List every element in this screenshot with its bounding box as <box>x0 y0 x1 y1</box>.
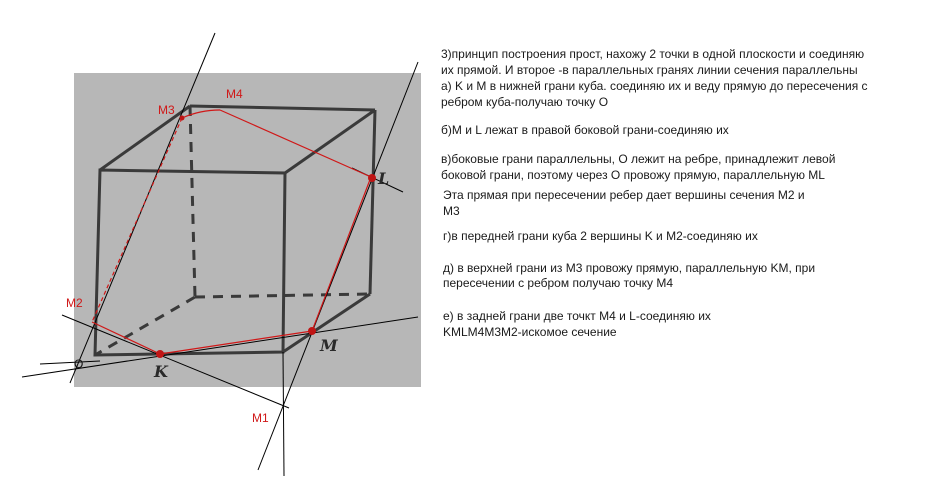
solution-line: ребром куба-получаю точку O <box>441 95 609 109</box>
solution-line: боковой грани, поэтому через O провожу прямую, параллельную ML <box>441 168 825 182</box>
label-M4: M4 <box>226 87 243 101</box>
solution-line: в)боковые грани параллельны, O лежит на ребре, принадлежит левой <box>441 152 836 166</box>
solution-line: а) K и M в нижней грани куба. соединяю их и веду прямую до пересечения с <box>441 79 868 93</box>
solution-line: е) в задней грани две точкт M4 и L-соединяю их <box>443 309 711 323</box>
solution-line: д) в верхней грани из M3 провожу прямую, параллельную KM, при <box>443 261 816 275</box>
solution-line: M3 <box>443 204 460 218</box>
solution-line: 3)принцип построения прост, нахожу 2 точки в одной плоскости и соединяю <box>441 47 865 61</box>
label-M2: M2 <box>66 296 83 310</box>
photo-letter-L: L <box>378 169 390 188</box>
label-M1: M1 <box>252 411 269 425</box>
solution-line: Эта прямая при пересечении ребер дает вершины сечения M2 и <box>443 188 805 202</box>
photo-letter-M: M <box>320 336 338 355</box>
solution-line: б)M и L лежат в правой боковой грани-соединяю их <box>441 123 729 137</box>
label-O: O <box>74 357 84 371</box>
solution-line: их прямой. И второе -в параллельных гранях линии сечения параллельны <box>441 63 858 77</box>
label-M3: M3 <box>158 103 175 117</box>
solution-line: KMLM4M3M2-искомое сечение <box>443 325 617 339</box>
solution-line: пересечении с ребром получаю точку M4 <box>443 276 674 290</box>
photo-letter-K: K <box>154 362 168 381</box>
solution-line: г)в передней грани куба 2 вершины K и M2-соединяю их <box>443 229 758 243</box>
